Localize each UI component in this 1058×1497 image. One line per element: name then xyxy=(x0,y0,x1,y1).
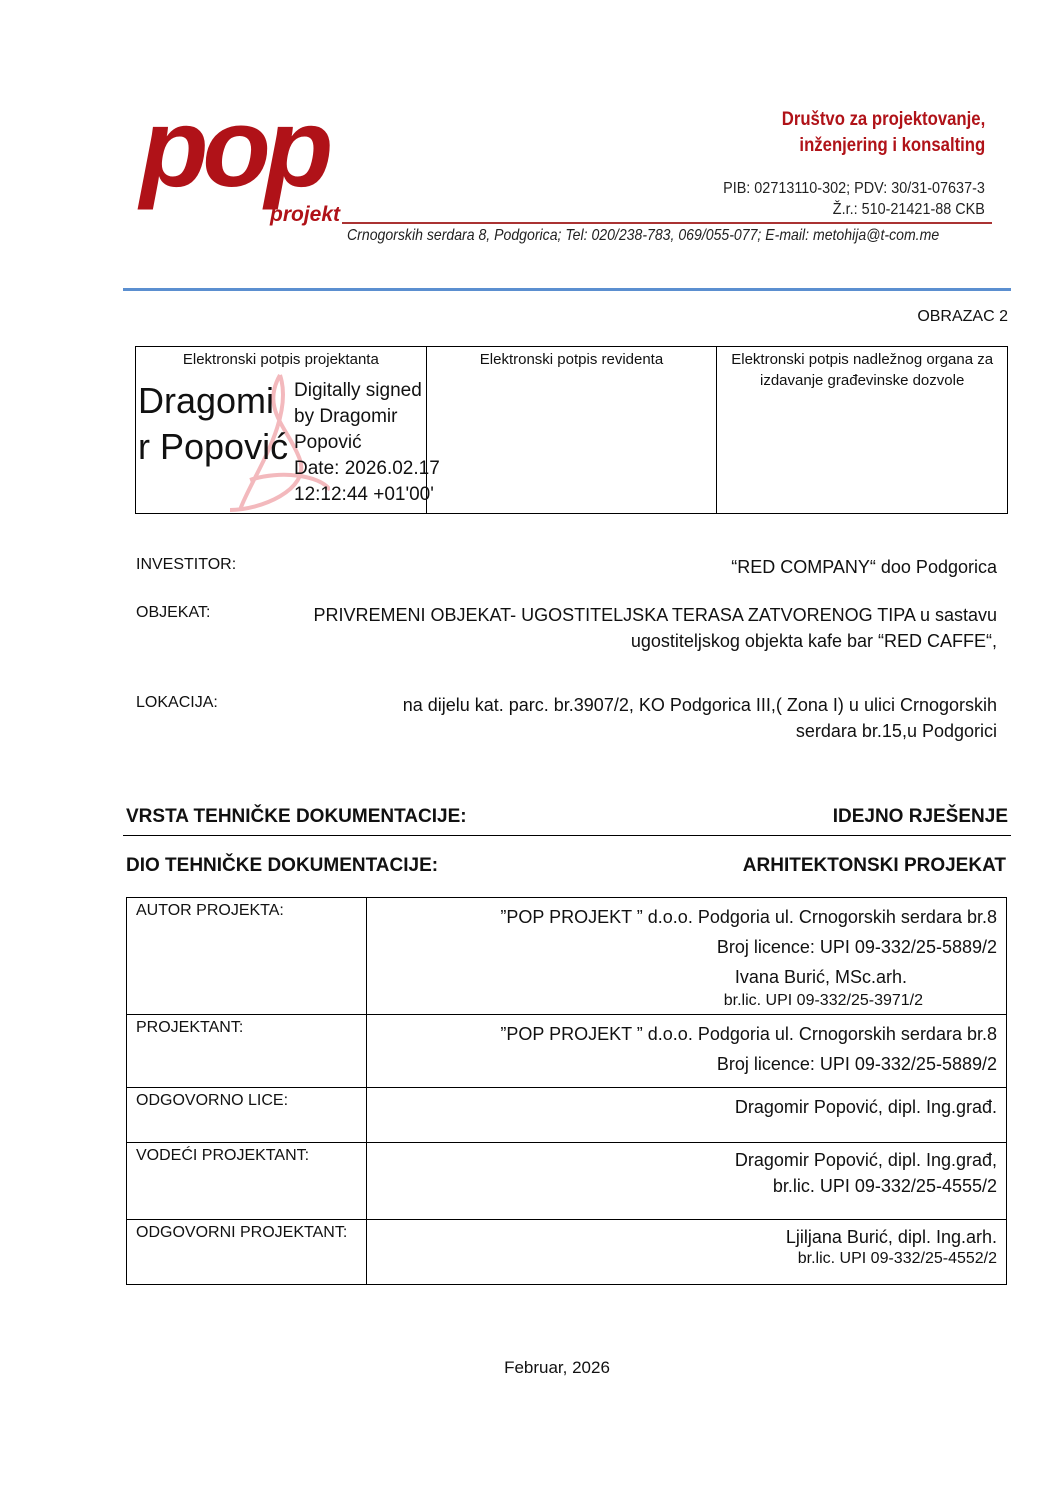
company-description xyxy=(782,107,985,159)
signature-cell-designer xyxy=(136,347,440,514)
form-label: OBRAZAC 2 xyxy=(917,308,1008,325)
document-date: Februar, 2026 xyxy=(504,1358,610,1377)
tax-ids: PIB: 02713110-302; PDV: 30/31-07637-3 xyxy=(723,180,985,197)
company-ids xyxy=(723,178,985,220)
signature-heading: Elektronski potpis revidenta xyxy=(479,351,664,368)
signature-cell-authority xyxy=(717,347,1008,514)
row-label: ODGOVORNO LICE: xyxy=(127,1088,367,1143)
signature-table xyxy=(135,346,1008,514)
row-value: ”POP PROJEKT ” d.o.o. Podgoria ul. Crnogorskih serdara br.8 Broj licence: UPI 09-332/25-5889/2 xyxy=(367,1015,1007,1088)
row-value: Dragomir Popović, dipl. Ing.građ, br.lic. UPI 09-332/25-4555/2 xyxy=(367,1143,1007,1220)
section-divider xyxy=(123,835,1011,836)
signer-name: Dragomi r Popović xyxy=(138,380,289,467)
row-label: AUTOR PROJEKTA: xyxy=(127,898,367,1015)
row-label: ODGOVORNI PROJEKTANT: xyxy=(127,1220,367,1285)
signature-details: Digitally signed by Dragomir Popović Date: 2026.02.17 12:12:44 +01'00' xyxy=(294,380,440,505)
table-row xyxy=(127,898,1007,1015)
row-value: Ljiljana Burić, dipl. Ing.arh. br.lic. UPI 09-332/25-4552/2 xyxy=(367,1220,1007,1285)
project-team-table xyxy=(126,897,1007,1285)
lokacija-value: na dijelu kat. parc. br.3907/2, KO Podgorica III,( Zona I) u ulici Crnogorskih serdara br.15,u Podgorici xyxy=(402,695,997,741)
company-line: Društvo za projektovanje, xyxy=(781,109,985,130)
signature-cell-reviewer xyxy=(426,347,717,514)
company-logo-sub: projekt xyxy=(270,203,341,226)
table-row xyxy=(127,1143,1007,1220)
company-address: Crnogorskih serdara 8, Podgorica; Tel: 020/238-783, 069/055-077; E-mail: metohija@t-com.me xyxy=(347,227,940,244)
investitor-label: INVESTITOR: xyxy=(136,556,237,573)
bank-account: Ž.r.: 510-21421-88 CKB xyxy=(832,201,985,218)
investitor-value: “RED COMPANY“ doo Podgorica xyxy=(731,557,997,577)
lokacija-label: LOKACIJA: xyxy=(136,694,218,711)
company-logo: pop xyxy=(140,85,328,210)
signature-heading: Elektronski potpis projektanta xyxy=(182,351,379,368)
header-divider xyxy=(342,222,992,224)
row-label: PROJEKTANT: xyxy=(127,1015,367,1088)
vrsta-label: VRSTA TEHNIČKE DOKUMENTACIJE: xyxy=(126,806,467,827)
objekat-value: PRIVREMENI OBJEKAT- UGOSTITELJSKA TERASA ZATVORENOG TIPA u sastavu ugostiteljskog objekta kafe bar “RED CAFFE“, xyxy=(313,605,997,651)
company-line: inženjering i konsalting xyxy=(799,135,985,156)
table-row xyxy=(127,1088,1007,1143)
objekat-label: OBJEKAT: xyxy=(136,604,211,621)
table-row xyxy=(127,1015,1007,1088)
header-rule xyxy=(123,288,1011,291)
signature-heading: Elektronski potpis nadležnog organa za izdavanje građevinske dozvole xyxy=(731,351,994,389)
row-value: ”POP PROJEKT ” d.o.o. Podgoria ul. Crnogorskih serdara br.8 Broj licence: UPI 09-332/25-5889/2 Ivana Burić, MSc.arh. br.lic. UPI 09-332/25-3971/2 xyxy=(367,898,1007,1015)
row-label: VODEĆI PROJEKTANT: xyxy=(127,1143,367,1220)
row-value: Dragomir Popović, dipl. Ing.građ. xyxy=(367,1088,1007,1143)
vrsta-value: IDEJNO RJEŠENJE xyxy=(832,806,1008,827)
dio-value: ARHITEKTONSKI PROJEKAT xyxy=(742,855,1006,876)
dio-label: DIO TEHNIČKE DOKUMENTACIJE: xyxy=(126,855,439,876)
table-row xyxy=(127,1220,1007,1285)
